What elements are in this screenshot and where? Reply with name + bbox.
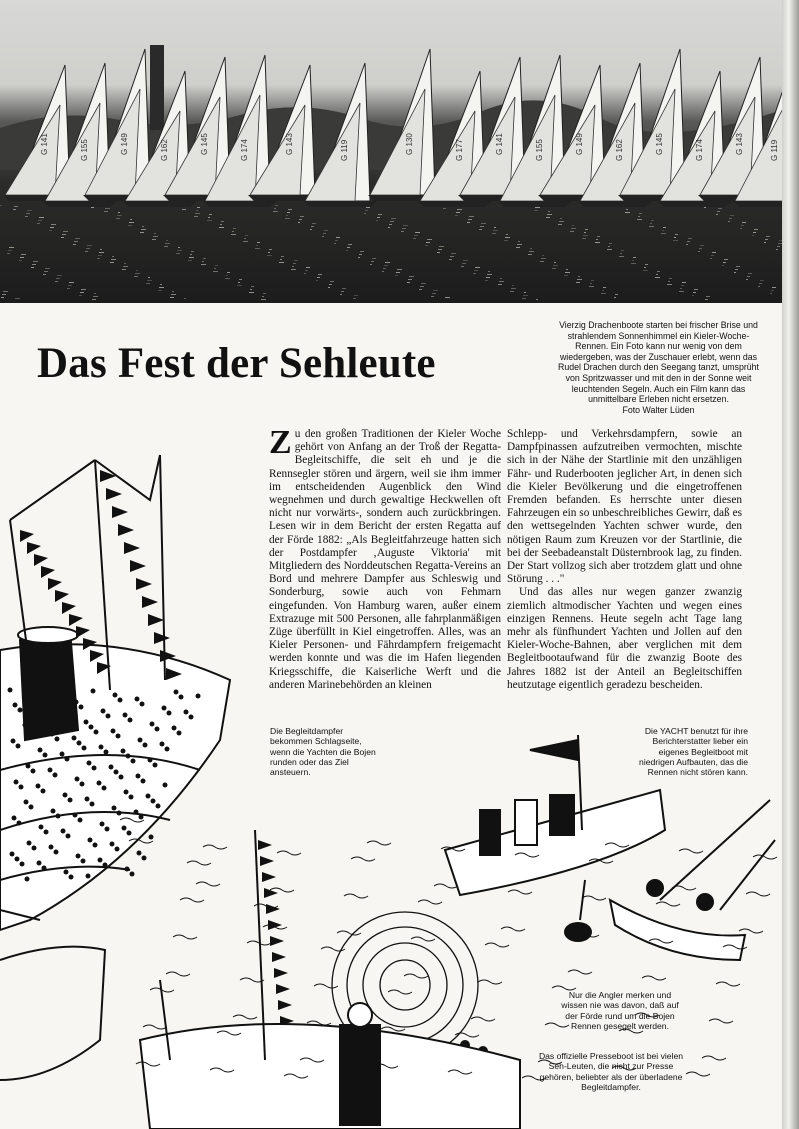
column-2-text: Schlepp- und Verkehrsdampfern, sowie an Dampfpinassen aufzutreiben vermochten, mischte sich in der Nähe der Startlinie mit den unzähligen Fähr- und Ruderbooten jeglicher Art, in denen sich die Kieler Bevölkerung und die eingetroffenen Fremden befanden. Es herrschte unter diesen Fahrzeugen ein so unbeschreibliches Gewirr, daß es den wettsegelnden Yachten schwer wurde, den nötigen Raum zum Kreuzen vor der Startlinie, die bei der Seebadeanstalt Düsternbrook lag, zu finden. Der Start vollzog sich aber trotzdem glatt und ohne Störung . . .": [507, 428, 742, 586]
svg-text:G 162: G 162: [615, 139, 624, 161]
photo-caption: [556, 320, 761, 415]
svg-text:G 141: G 141: [40, 133, 49, 155]
caption-steamer: Die Begleitdampfer bekommen Schlagseite, wenn die Yachten die Bojen runden oder das Ziel ansteuern.: [270, 726, 376, 778]
svg-text:G 119: G 119: [770, 139, 779, 161]
drop-cap: Z: [269, 424, 292, 461]
column-2-paragraph-2: Und das alles nur wegen ganzer zwanzig ziemlich altmodischer Yachten und wegen eines einzigen Rennens. Heute segeln acht Tage lang mehr als fünfhundert Yachten und Jollen auf den Kieler-Woche-Bahnen, aber verglichen mit dem Begleitbootaufwand für die zwanzig Boote des Jahres 1882 ist der Anteil an Begleitschiffen heutzutage eigentlich geradezu bescheiden.: [507, 586, 742, 691]
column-1-text: u den großen Traditionen der Kieler Woche gehört von Anfang an der Troß der Regatta-Begleitschiffe, die seit eh und je die Rennsegler stören und ärgern, weil sie ihm immer im entscheidenden Augenblick den Wind wegnehmen und durch gewaltige Heckwellen oft nicht nur vorwärts-, sondern auch zurückbringen. Lesen wir in dem Bericht der ersten Regatta auf der Förde 1882: „Als Begleitfahrzeuge hatten sich der Postdampfer ‚Auguste Viktoria' mit Mitgliedern des Norddeutschen Regatta-Vereins an Bord und mehrere Dampfer aus Schleswig und Sonderburg, sowie auch von Fehmarn eingefunden. Von Hamburg waren, außer einem Extrazuge mit 500 Personen, alle fahrplanmäßigen Züge überfüllt in Kiel eingetroffen. Alles, was an Kieler Personen- und Fährdampfern freigemacht werden konnte und was die im Hafen liegenden Kriegsschiffe, die Kaiserliche Werft und die anderen Marinebehörden an kleinen: [269, 428, 501, 691]
svg-text:G 155: G 155: [535, 139, 544, 161]
svg-text:G 149: G 149: [575, 133, 584, 155]
svg-text:G 143: G 143: [735, 133, 744, 155]
sailboats-photo: [0, 0, 782, 303]
svg-text:G 130: G 130: [405, 133, 414, 155]
photo-caption-text: Vierzig Drachenboote starten bei frischer Brise und strahlendem Sonnenhimmel ein Kieler-Woche-Rennen. Ein Foto kann nur wenig von dem wiedergeben, was der Zuschauer erlebt, wenn das Rudel Drachen durch den Seegang tanzt, umsprüht von Spritzwasser und mit den in der Sonne weit leuchtenden Segeln. Auch ein Film kann das unmittelbare Erleben nicht ersetzen.: [558, 320, 759, 405]
page-edge: [782, 0, 799, 1129]
svg-text:G 174: G 174: [240, 139, 249, 161]
svg-text:G 141: G 141: [495, 133, 504, 155]
article-title: Das Fest der Sehleute: [37, 340, 436, 387]
svg-text:G 174: G 174: [695, 139, 704, 161]
photo-credit: Foto Walter Lüden: [622, 404, 695, 415]
caption-press: Das offizielle Presseboot ist bei vielen Seh-Leuten, die nicht zur Presse gehören, beliebter als der überladene Begleitdampfer.: [538, 1051, 684, 1092]
svg-text:G 119: G 119: [340, 139, 349, 161]
caption-anglers: Nur die Angler merken und wissen nie was davon, daß auf der Förde rund um die Bojen Rennen gesegelt werden.: [561, 990, 679, 1031]
svg-text:G 145: G 145: [655, 133, 664, 155]
header-photo: [0, 0, 782, 303]
press-boat: [140, 1003, 520, 1129]
caption-yacht: Die YACHT benutzt für ihre Berichterstatter lieber ein eigenes Begleitboot mit niedrigen Aufbauten, das die Rennen nicht stören kann.: [639, 726, 748, 778]
svg-text:G 155: G 155: [80, 139, 89, 161]
svg-text:G 149: G 149: [120, 133, 129, 155]
svg-text:G 145: G 145: [200, 133, 209, 155]
svg-text:G 177: G 177: [455, 139, 464, 161]
svg-text:G 143: G 143: [285, 133, 294, 155]
svg-text:G 162: G 162: [160, 139, 169, 161]
